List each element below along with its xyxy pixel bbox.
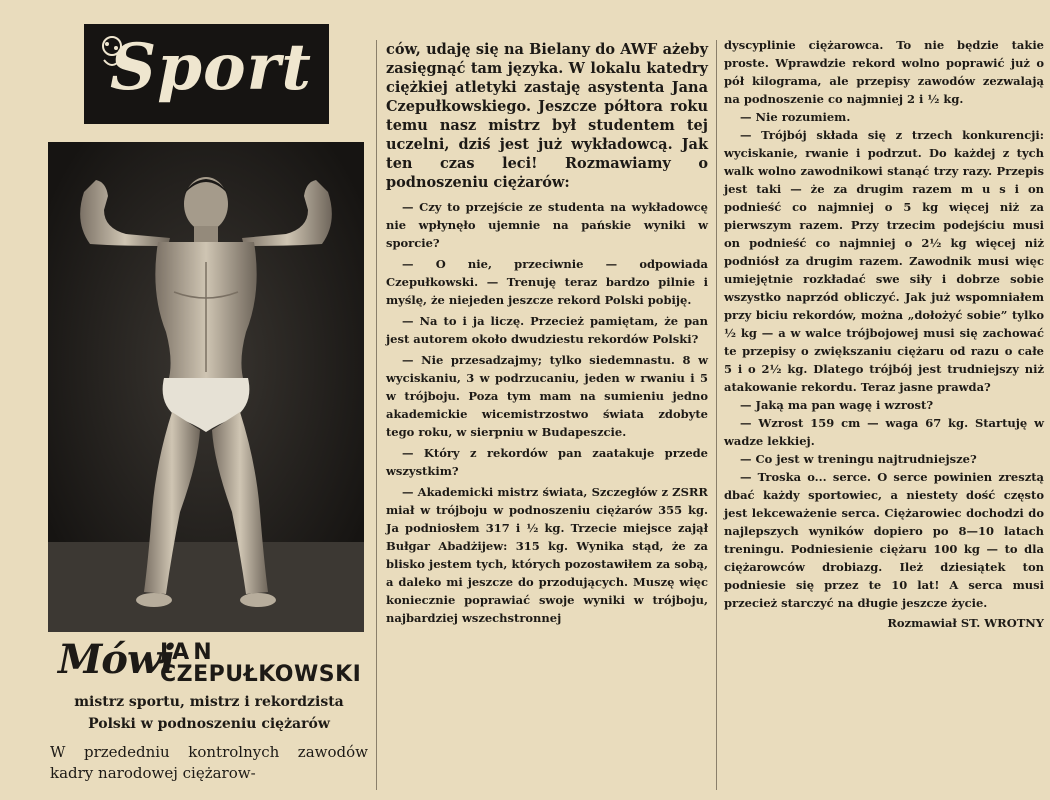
byline-subtitle-line1: mistrz sportu, mistrz i rekordzista bbox=[74, 694, 344, 710]
column-divider bbox=[716, 40, 717, 790]
paragraph: — Jaką ma pan wagę i wzrost? bbox=[740, 398, 934, 412]
byline-last-name: CZEPUŁKOWSKI bbox=[160, 662, 362, 687]
article-intro: W przededniu kontrolnych zawodów kadry narodowej ciężarow- bbox=[50, 743, 368, 782]
paragraph: — Co jest w treningu najtrudniejsze? bbox=[740, 452, 977, 466]
byline-mowi: Mówi bbox=[58, 636, 175, 683]
paragraph: — Wzrost 159 cm — waga 67 kg. Startuję w wadze lekkiej. bbox=[724, 416, 1044, 448]
athlete-figure-icon bbox=[48, 142, 364, 632]
paragraph: — Troska o... serce. O serce powinien zresztą dbać każdy sportowiec, a niestety dość często jest lekceważenie serca. Ciężarowiec dochodzi do najlepszych wyników dopiero po 8—10 latach treningu. Podniesienie ciężaru 100 kg — to dla ciężarowców drobiazg. Ileż dziesiątek ton podniesie się przez te 10 lat! A serca musi przecież starczyć na długie jeszcze życie. bbox=[724, 470, 1044, 610]
byline-subtitle-line2: Polski w podnoszeniu ciężarów bbox=[88, 716, 330, 732]
paragraph: — Nie przesadzajmy; tylko siedemnastu. 8 w wyciskaniu, 3 w podrzucaniu, jeden w rwaniu i 5 w trójboju. Poza tym mam na sumieniu jedno akademickie wicemistrzostwo świata zdobyte tego roku, w sierpniu w Budapeszcie. bbox=[386, 353, 708, 439]
section-title: Sport bbox=[110, 30, 312, 105]
paragraph: — Który z rekordów pan zaatakuje przede wszystkim? bbox=[386, 446, 708, 478]
paragraph: — O nie, przeciwnie — odpowiada Czepułkowski. — Trenuję teraz bardzo pilnie i myślę, że niejeden jeszcze rekord Polski pobiję. bbox=[386, 257, 708, 307]
author-signature: Rozmawiał ST. WROTNY bbox=[887, 616, 1044, 630]
paragraph: — Nie rozumiem. bbox=[740, 110, 851, 124]
article-lead-text: ców, udaję się na Bielany do AWF ażeby zasięgnąć tam języka. W lokalu katedry ciężkiej atletyki zastaję asystenta Jana Czepułkowskiego. Jeszcze półtora roku temu nasz mistrz był studentem tej uczelni, dziś jest już wykładowcą. Jak ten czas leci! Rozmawiamy o podnoszeniu ciężarów: bbox=[386, 41, 708, 191]
byline-first-name: JAN bbox=[160, 640, 216, 665]
sport-logo bbox=[84, 24, 329, 124]
article-column-2 bbox=[386, 40, 708, 630]
column-divider bbox=[376, 40, 377, 790]
paragraph: — Na to i ja liczę. Przecież pamiętam, że pan jest autorem około dwudziestu rekordów Polski? bbox=[386, 314, 708, 346]
paragraph: — Trójbój składa się z trzech konkurencji: wyciskanie, rwanie i podrzut. Do każdej z tych walk wolno zawodnikowi stanąć trzy razy. Przepis jest taki — że za drugim razem m u s i on podnieść co najmniej o 5 kg więcej niż za pierwszym razem. Przy trzecim podejściu musi on podnieść co najmniej o 2½ kg więcej niż podniósł za drugim razem. Zawodnik musi więc umiejętnie rozkładać swe siły i dobrze sobie wszystko naprzód obliczyć. Jak już wspomniałem przy biciu rekordów, można „dołożyć sobie” tylko ½ kg — a w walce trójbojowej musi się zachować te przepisy o zwiększaniu ciężaru od razu o całe 5 i o 2½ kg. Dlatego trójbój jest trudniejszy niż atakowanie rekordu. Teraz jasne prawda? bbox=[724, 128, 1044, 394]
paragraph: dyscyplinie ciężarowca. To nie będzie takie proste. Wprawdzie rekord wolno poprawić już o pół kilograma, ale przepisy zawodów zezwalają na podnoszenie co najmniej 2 i ½ kg. bbox=[724, 38, 1044, 106]
article-column-3 bbox=[724, 36, 1044, 632]
bodybuilder-photo bbox=[48, 142, 364, 632]
paragraph: — Czy to przejście ze studenta na wykładowcę nie wpłynęło ujemnie na pańskie wyniki w sporcie? bbox=[386, 200, 708, 250]
article-lead bbox=[386, 40, 708, 192]
paragraph: — Akademicki mistrz świata, Szczegłów z ZSRR miał w trójboju w podnoszeniu ciężarów 355 kg. Ja podniosłem 317 i ½ kg. Trzecie miejsce zajął Bułgar Abadżijew: 315 kg. Wynika stąd, że za blisko jestem tych, których pozostawiłem za sobą, a daleko mi jeszcze do przodujących. Muszę więc koniecznie poprawiać swoje wyniki w trójboju, najbardziej wszechstronnej bbox=[386, 485, 708, 625]
